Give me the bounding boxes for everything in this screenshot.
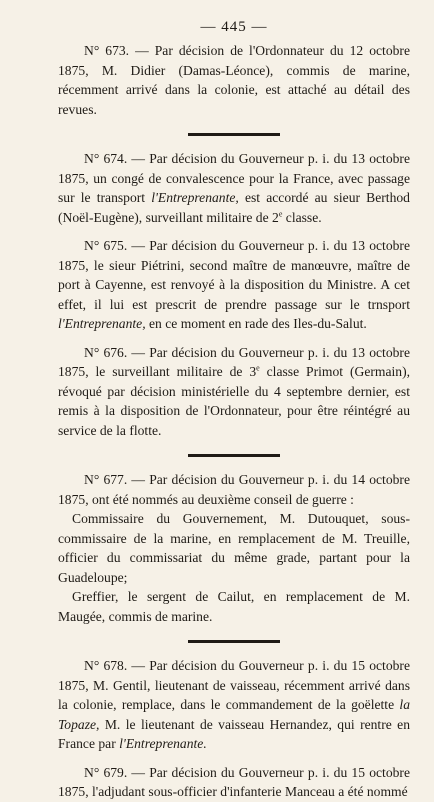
ship-name: la Topaze, xyxy=(58,697,410,732)
ship-name: l'Entreprenante, xyxy=(151,190,239,205)
entry-676 xyxy=(58,343,410,441)
entry-677-item-2: Greffier, le sergent de Cailut, en remplacement de M. Maugée, commis de marine. xyxy=(58,589,410,624)
entry-number: N° 679. xyxy=(84,764,128,780)
entry-674 xyxy=(58,149,410,227)
section-divider xyxy=(58,626,410,656)
entry-679 xyxy=(58,763,410,802)
entry-673 xyxy=(58,41,410,119)
entry-text: M. le lieutenant de vaisseau Hernandez, qui rentre en France par xyxy=(58,716,410,751)
entry-text: — Par décision du Gouverneur p. i. du 15 octobre 1875, M. Gentil, lieutenant de vaisseau, récemment arrivé dans la colonie, remplace, dans le commandement de la goëlette xyxy=(58,658,410,712)
entry-number: N° 677. xyxy=(84,472,128,487)
entry-678 xyxy=(58,656,410,754)
entry-675 xyxy=(58,236,410,334)
entry-text: — Par décision du Gouverneur p. i. du 13 octobre 1875, le surveillant militaire de 3 xyxy=(58,344,410,379)
ordinal-suffix: e xyxy=(256,363,260,373)
entry-number: N° 675. xyxy=(84,238,128,253)
ordinal-suffix: e xyxy=(278,208,283,218)
entry-text: est accordé au sieur Berthod (Noël-Eugène), surveillant militaire de 2 xyxy=(58,190,410,225)
entry-number: N° 678. xyxy=(84,658,128,673)
entry-text: — Par décision du Gouverneur p. i. du 13 octobre 1875, un congé de convalescence pour la France, avec passage sur le transport xyxy=(58,151,410,205)
entry-text: — Par décision du Gouverneur p. i. du 14 octobre 1875, ont été nommés au deuxième conseil de guerre : xyxy=(58,472,410,507)
entry-number: N° 673. xyxy=(84,43,130,58)
entry-text: — Par décision du Gouverneur p. i. du 13 octobre 1875, le sieur Piétrini, second maître de manœuvre, maître de port à Cayenne, est renvoyé à la disposition du Ministre. A cet effet, il lui est prescrit de prendre passage sur le trnsport xyxy=(58,238,410,312)
ship-name: l'Entreprenante, xyxy=(58,316,146,331)
page-number: — 445 — xyxy=(200,19,268,35)
ship-name: l'Entreprenante. xyxy=(119,736,207,751)
entry-677 xyxy=(58,470,410,509)
entry-text: classe Primot (Germain), révoqué par décision ministérielle du 4 septembre dernier, est remis à la disposition de l'Ordonnateur, pour être réintégré au service de la flotte. xyxy=(58,364,410,438)
entry-text: en ce moment en rade des Iles-du-Salut. xyxy=(145,316,367,331)
entry-text: classe. xyxy=(282,209,322,225)
entry-number: N° 676. xyxy=(84,344,128,360)
entry-number: N° 674. xyxy=(84,151,128,166)
entry-text: — Par décision du Gouverneur p. i. du 15 octobre 1875, l'adjudant sous-officier d'infanterie Manceau a été nommé xyxy=(58,764,410,799)
section-divider xyxy=(58,119,410,149)
section-divider xyxy=(58,440,410,470)
entry-text: — Par décision de l'Ordonnateur du 12 octobre 1875, M. Didier (Damas-Léonce), commis de marine, récemment arrivé dans la colonie, est attaché au détail des revues. xyxy=(58,43,410,117)
entry-677-item-1: Commissaire du Gouvernement, M. Dutouquet, sous-commissaire de la marine, en remplacement de M. Treuille, officier du commissariat du même grade, partant pour la Guadeloupe; xyxy=(58,511,410,585)
